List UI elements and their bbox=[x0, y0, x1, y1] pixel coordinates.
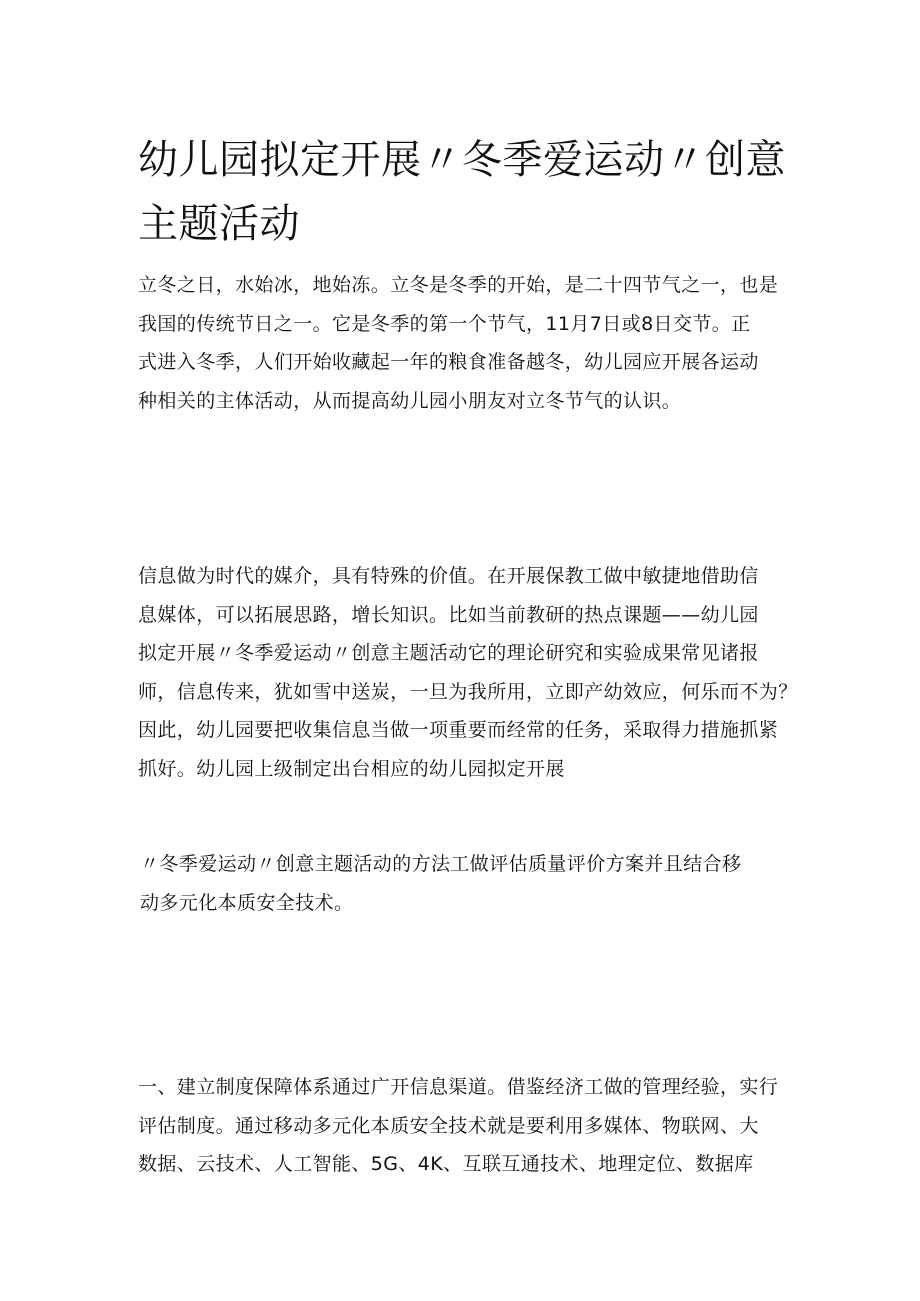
text-line: 一、建立制度保障体系通过广开信息渠道。借鉴经济工做的管理经验，实行 bbox=[138, 1076, 779, 1098]
paragraph-section-one bbox=[138, 1068, 788, 1184]
text-line: 种相关的主体活动，从而提高幼儿园小朋友对立冬节气的认识。 bbox=[138, 389, 682, 412]
text-line: 拟定开展〃冬季爱运动〃创意主题活动它的理论研究和实验成果常见诸报 bbox=[138, 642, 759, 664]
text-line: 立冬之日，水始冰，地始冻。立冬是冬季的开始，是二十四节气之一，也是 bbox=[138, 274, 779, 296]
text-line: 息媒体，可以拓展思路，增长知识。比如当前教研的热点课题——幼儿园 bbox=[138, 603, 759, 626]
text-line: 师，信息传来，犹如雪中送炭，一旦为我所用，立即产幼效应，何乐而不为？ bbox=[138, 680, 798, 703]
title-line: 主题活动 bbox=[138, 201, 300, 247]
text-line: 信息做为时代的媒介，具有特殊的价值。在开展保教工做中敏捷地借助信 bbox=[138, 565, 759, 587]
text-line: 评估制度。通过移动多元化本质安全技术就是要利用多媒体、物联网、大 bbox=[138, 1114, 759, 1137]
text-line: 动多元化本质安全技术。 bbox=[140, 891, 354, 914]
paragraph-information bbox=[138, 557, 798, 788]
text-line: 数据、云技术、人工智能、5G、4K、互联互通技术、地理定位、数据库 bbox=[138, 1153, 754, 1175]
text-line: 因此，幼儿园要把收集信息当做一项重要而经常的任务，采取得力措施抓紧 bbox=[138, 719, 779, 741]
paragraph-information-continued bbox=[140, 845, 790, 922]
paragraph-intro bbox=[138, 266, 788, 420]
document-title bbox=[138, 128, 798, 256]
title-line: 幼儿园拟定开展〃冬季爱运动〃创意 bbox=[138, 137, 786, 183]
text-line: 〃冬季爱运动〃创意主题活动的方法工做评估质量评价方案并且结合移 bbox=[140, 853, 742, 875]
text-line: 我国的传统节日之一。它是冬季的第一个节气，11月7日或8日交节。正 bbox=[138, 312, 751, 335]
text-line: 式进入冬季，人们开始收藏起一年的粮食准备越冬，幼儿园应开展各运动 bbox=[138, 351, 759, 373]
text-line: 抓好。幼儿园上级制定出台相应的幼儿园拟定开展 bbox=[138, 757, 565, 780]
